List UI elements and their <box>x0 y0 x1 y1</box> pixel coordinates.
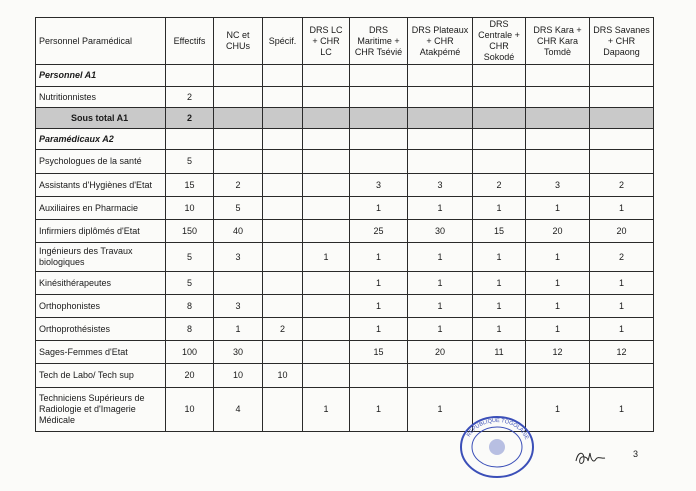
value-cell <box>350 108 408 129</box>
value-cell <box>350 129 408 150</box>
table-row <box>36 174 654 197</box>
value-cell: 1 <box>350 295 408 318</box>
value-cell: 15 <box>350 341 408 364</box>
value-cell: 1 <box>473 243 526 272</box>
row-label-cell: Paramédicaux A2 <box>36 129 166 150</box>
table-row <box>36 318 654 341</box>
value-cell: 1 <box>350 243 408 272</box>
value-cell: 3 <box>214 295 263 318</box>
value-cell <box>263 129 303 150</box>
value-cell <box>303 318 350 341</box>
table-body <box>36 65 654 432</box>
value-cell: 1 <box>408 295 473 318</box>
value-cell <box>303 364 350 388</box>
value-cell: 1 <box>526 272 590 295</box>
value-cell: 30 <box>214 341 263 364</box>
value-cell: 1 <box>473 272 526 295</box>
value-cell <box>526 364 590 388</box>
value-cell: 15 <box>166 174 214 197</box>
value-cell <box>526 108 590 129</box>
signature <box>572 447 608 469</box>
value-cell: 10 <box>263 364 303 388</box>
value-cell <box>526 65 590 87</box>
value-cell <box>473 129 526 150</box>
value-cell <box>473 87 526 108</box>
value-cell <box>590 87 654 108</box>
row-label-cell: Techniciens Supérieurs de Radiologie et d'Imagerie Médicale <box>36 388 166 432</box>
value-cell <box>473 108 526 129</box>
header-cell: Effectifs <box>166 18 214 65</box>
page-number: 3 <box>633 449 639 459</box>
value-cell <box>263 341 303 364</box>
section-row <box>36 129 654 150</box>
value-cell <box>350 87 408 108</box>
value-cell: 1 <box>526 197 590 220</box>
value-cell: 12 <box>590 341 654 364</box>
header-cell: DRS Plateaux + CHR Atakpémé <box>408 18 473 65</box>
value-cell <box>526 150 590 174</box>
value-cell: 1 <box>408 197 473 220</box>
row-label-cell: Assistants d'Hygiènes d'Etat <box>36 174 166 197</box>
value-cell <box>263 388 303 432</box>
value-cell <box>263 174 303 197</box>
table-row <box>36 87 654 108</box>
value-cell: 20 <box>526 220 590 243</box>
header-cell: DRS Kara + CHR Kara Tomdè <box>526 18 590 65</box>
value-cell <box>263 272 303 295</box>
seal-text: REPUBLIQUE TOGOLAISE <box>466 417 530 441</box>
value-cell <box>166 65 214 87</box>
table-row <box>36 150 654 174</box>
row-label-cell: Ingénieurs des Travaux biologiques <box>36 243 166 272</box>
value-cell <box>214 272 263 295</box>
row-label-cell: Infirmiers diplômés d'Etat <box>36 220 166 243</box>
value-cell <box>526 87 590 108</box>
value-cell <box>590 108 654 129</box>
value-cell: 1 <box>350 272 408 295</box>
header-cell: DRS LC + CHR LC <box>303 18 350 65</box>
paramedical-staff-table <box>35 17 654 432</box>
value-cell: 2 <box>214 174 263 197</box>
header-cell: Spécif. <box>263 18 303 65</box>
value-cell <box>408 87 473 108</box>
value-cell <box>473 364 526 388</box>
value-cell: 2 <box>590 243 654 272</box>
value-cell <box>214 108 263 129</box>
value-cell <box>263 295 303 318</box>
value-cell: 4 <box>214 388 263 432</box>
value-cell <box>214 87 263 108</box>
value-cell: 12 <box>526 341 590 364</box>
value-cell: 1 <box>526 318 590 341</box>
value-cell <box>303 220 350 243</box>
row-label-cell: Psychologues de la santé <box>36 150 166 174</box>
value-cell: 8 <box>166 318 214 341</box>
value-cell: 1 <box>590 295 654 318</box>
value-cell <box>263 150 303 174</box>
header-cell: NC et CHUs <box>214 18 263 65</box>
value-cell <box>408 150 473 174</box>
row-label-cell: Personnel A1 <box>36 65 166 87</box>
value-cell: 1 <box>473 197 526 220</box>
value-cell: 1 <box>526 388 590 432</box>
value-cell <box>263 243 303 272</box>
row-label-cell: Tech de Labo/ Tech sup <box>36 364 166 388</box>
value-cell <box>303 341 350 364</box>
table-row <box>36 220 654 243</box>
section-row <box>36 65 654 87</box>
value-cell <box>303 197 350 220</box>
table-row <box>36 388 654 432</box>
value-cell <box>408 108 473 129</box>
table-header-row <box>36 18 654 65</box>
value-cell: 1 <box>303 388 350 432</box>
value-cell: 20 <box>590 220 654 243</box>
row-label-cell: Orthophonistes <box>36 295 166 318</box>
value-cell <box>303 129 350 150</box>
official-seal-stamp <box>458 414 536 480</box>
value-cell <box>214 65 263 87</box>
value-cell: 1 <box>590 318 654 341</box>
value-cell <box>303 295 350 318</box>
value-cell <box>303 174 350 197</box>
value-cell: 20 <box>166 364 214 388</box>
table-row <box>36 364 654 388</box>
value-cell <box>303 150 350 174</box>
value-cell: 1 <box>350 197 408 220</box>
value-cell: 1 <box>350 388 408 432</box>
value-cell: 3 <box>526 174 590 197</box>
value-cell <box>303 108 350 129</box>
value-cell: 1 <box>303 243 350 272</box>
value-cell: 1 <box>408 243 473 272</box>
value-cell: 8 <box>166 295 214 318</box>
value-cell <box>350 150 408 174</box>
header-cell: Personnel Paramédical <box>36 18 166 65</box>
value-cell: 1 <box>473 295 526 318</box>
value-cell: 1 <box>590 272 654 295</box>
value-cell: 100 <box>166 341 214 364</box>
row-label-cell: Sages-Femmes d'Etat <box>36 341 166 364</box>
value-cell: 5 <box>166 272 214 295</box>
value-cell <box>408 65 473 87</box>
value-cell <box>303 87 350 108</box>
header-cell: DRS Centrale + CHR Sokodé <box>473 18 526 65</box>
value-cell: 1 <box>408 272 473 295</box>
value-cell: 15 <box>473 220 526 243</box>
value-cell <box>166 129 214 150</box>
row-label-cell: Nutritionnistes <box>36 87 166 108</box>
table-row <box>36 295 654 318</box>
value-cell: 1 <box>526 295 590 318</box>
value-cell: 20 <box>408 341 473 364</box>
value-cell: 2 <box>166 87 214 108</box>
value-cell <box>408 364 473 388</box>
row-label-cell: Kinésithérapeutes <box>36 272 166 295</box>
value-cell: 1 <box>408 388 473 432</box>
value-cell <box>263 87 303 108</box>
row-label-cell: Auxiliaires en Pharmacie <box>36 197 166 220</box>
value-cell <box>214 150 263 174</box>
value-cell: 2 <box>263 318 303 341</box>
value-cell: 1 <box>590 197 654 220</box>
value-cell: 3 <box>408 174 473 197</box>
value-cell: 5 <box>166 150 214 174</box>
value-cell <box>590 65 654 87</box>
value-cell: 1 <box>473 318 526 341</box>
value-cell <box>263 65 303 87</box>
value-cell <box>526 129 590 150</box>
value-cell: 10 <box>214 364 263 388</box>
row-label-cell: Orthoprothésistes <box>36 318 166 341</box>
value-cell <box>214 129 263 150</box>
value-cell: 40 <box>214 220 263 243</box>
value-cell <box>350 65 408 87</box>
value-cell <box>408 129 473 150</box>
value-cell: 1 <box>526 243 590 272</box>
value-cell: 3 <box>350 174 408 197</box>
value-cell <box>473 150 526 174</box>
value-cell: 10 <box>166 388 214 432</box>
value-cell <box>590 364 654 388</box>
value-cell <box>263 220 303 243</box>
table-row <box>36 243 654 272</box>
value-cell <box>590 150 654 174</box>
table-row <box>36 341 654 364</box>
value-cell: 1 <box>408 318 473 341</box>
value-cell: 1 <box>590 388 654 432</box>
value-cell <box>303 65 350 87</box>
value-cell: 1 <box>214 318 263 341</box>
value-cell <box>590 129 654 150</box>
table-row <box>36 197 654 220</box>
value-cell: 2 <box>166 108 214 129</box>
value-cell <box>303 272 350 295</box>
value-cell <box>473 65 526 87</box>
value-cell: 1 <box>350 318 408 341</box>
value-cell: 10 <box>166 197 214 220</box>
value-cell <box>350 364 408 388</box>
header-cell: DRS Savanes + CHR Dapaong <box>590 18 654 65</box>
value-cell <box>263 197 303 220</box>
row-label-cell: Sous total A1 <box>36 108 166 129</box>
value-cell: 25 <box>350 220 408 243</box>
value-cell: 30 <box>408 220 473 243</box>
subtotal-row <box>36 108 654 129</box>
table-row <box>36 272 654 295</box>
value-cell: 150 <box>166 220 214 243</box>
value-cell: 3 <box>214 243 263 272</box>
value-cell: 5 <box>166 243 214 272</box>
header-cell: DRS Maritime + CHR Tsévié <box>350 18 408 65</box>
value-cell: 5 <box>214 197 263 220</box>
value-cell <box>263 108 303 129</box>
value-cell: 2 <box>590 174 654 197</box>
value-cell: 11 <box>473 341 526 364</box>
value-cell: 2 <box>473 174 526 197</box>
